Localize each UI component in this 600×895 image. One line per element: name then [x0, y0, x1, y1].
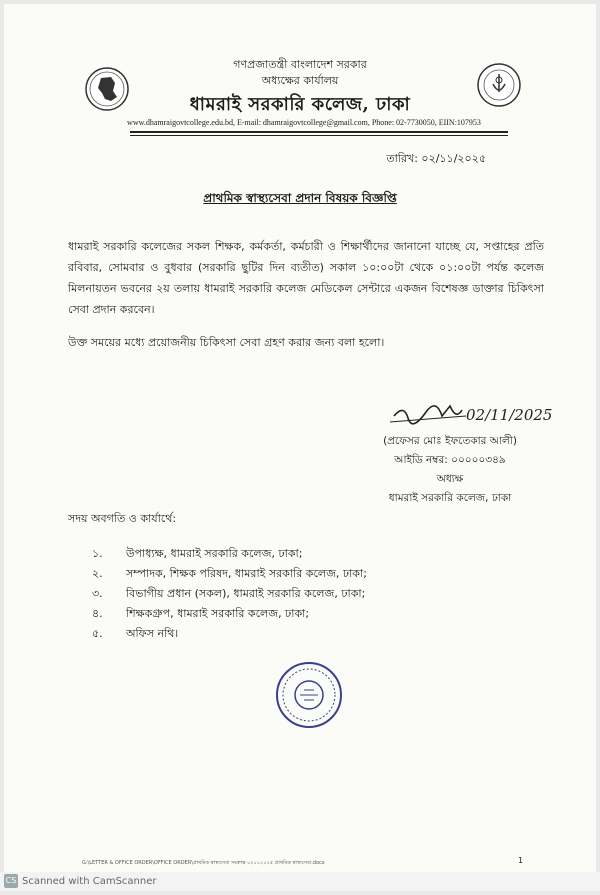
- scanner-label: Scanned with CamScanner: [22, 876, 157, 887]
- list-item: [92, 624, 367, 644]
- header-government: গণপ্রজাতন্ত্রী বাংলাদেশ সরকার: [233, 58, 367, 71]
- scanner-watermark: [0, 872, 600, 891]
- list-item-number: ৩.: [92, 587, 103, 600]
- list-item-number: ৫.: [92, 627, 103, 640]
- signatory-designation: অধ্যক্ষ: [436, 473, 464, 485]
- notice-subject: [4, 190, 596, 210]
- signatory-office: ধামরাই সরকারি কলেজ, ঢাকা: [388, 492, 512, 504]
- signatory-name: (প্রফেসর মোঃ ইফতেকার আলী): [383, 435, 517, 447]
- header-office: অধ্যক্ষের কার্যালয়: [261, 74, 339, 87]
- cc-list: [92, 544, 367, 644]
- list-item-text: অফিস নথি।: [126, 627, 179, 640]
- notice-subject-text: প্রাথমিক স্বাস্থ্যসেবা প্রদান বিষয়ক বিজ্ঞপ্তি: [203, 191, 397, 205]
- header-contact: www.dhamraigovtcollege.edu.bd, E-mail: dhamraigovtcollege@gmail.com, Phone: 02-7730050, EIIN:107953: [127, 118, 481, 127]
- list-item: [92, 544, 367, 564]
- list-item-number: ৪.: [92, 607, 103, 620]
- official-seal-stamp: [274, 660, 344, 730]
- list-item-text: বিভাগীয় প্রধান (সকল), ধামরাই সরকারি কলেজ, ঢাকা;: [126, 587, 366, 600]
- header-college-name: ধামরাই সরকারি কলেজ, ঢাকা: [189, 94, 411, 115]
- header-divider: [130, 131, 508, 133]
- document-page: [4, 4, 596, 876]
- letterhead: [4, 4, 596, 132]
- list-item-number: ১.: [92, 547, 103, 560]
- cc-title: সদয় অবগতি ও কার্যার্থে:: [68, 512, 177, 525]
- list-item: [92, 604, 367, 624]
- notice-date: তারিখ: ০২/১১/২০২৫: [386, 152, 486, 165]
- notice-body-paragraph-1: ধামরাই সরকারি কলেজের সকল শিক্ষক, কর্মকর্তা, কর্মচারী ও শিক্ষার্থীদের জানানো যাচ্ছে যে, সপ্তাহের প্রতি রবিবার, সোমবার ও বুধবার (সরকারি ছুটির দিন ব্যতীত) সকাল ১০:০০টা থেকে ০১:০০টা পর্যন্ত কলেজ মিলনায়তন ভবনের ২য় তলায় ধামরাই সরকারি কলেজ মেডিকেল সেন্টারে একজন বিশেষজ্ঞ ডাক্তার চিকিৎসা সেবা প্রদান করবেন।: [68, 240, 544, 316]
- list-item-text: উপাধ্যক্ষ, ধামরাই সরকারি কলেজ, ঢাকা;: [126, 547, 303, 560]
- signature: [386, 394, 553, 434]
- signatory-block: [360, 432, 540, 508]
- list-item-text: শিক্ষকগ্রুপ, ধামরাই সরকারি কলেজ, ঢাকা;: [126, 607, 310, 620]
- header-divider-thin: [130, 135, 508, 136]
- camscanner-logo-icon: CS: [4, 874, 18, 888]
- page-number: 1: [518, 856, 524, 865]
- list-item: [92, 564, 367, 584]
- notice-body-paragraph-2: উক্ত সময়ের মধ্যে প্রয়োজনীয় চিকিৎসা সেবা গ্রহণ করার জন্য বলা হলো।: [68, 336, 385, 349]
- signature-handwritten-date: 02/11/2025: [466, 406, 553, 424]
- file-path-footer: G:\LETTER & OFFICE ORDER\OFFICE ORDER\প্রাথমিক স্বাস্থ্যসেবা সংক্রান্ত ০২১১২০২৫ প্রাথমিক স্বাস্থ্যসেবা.docx: [82, 860, 325, 866]
- list-item: [92, 584, 367, 604]
- signatory-id: আইডি নম্বর: ০০০০০৩৪৯: [394, 454, 506, 466]
- list-item-number: ২.: [92, 567, 103, 580]
- list-item-text: সম্পাদক, শিক্ষক পরিষদ, ধামরাই সরকারি কলেজ, ঢাকা;: [126, 567, 367, 580]
